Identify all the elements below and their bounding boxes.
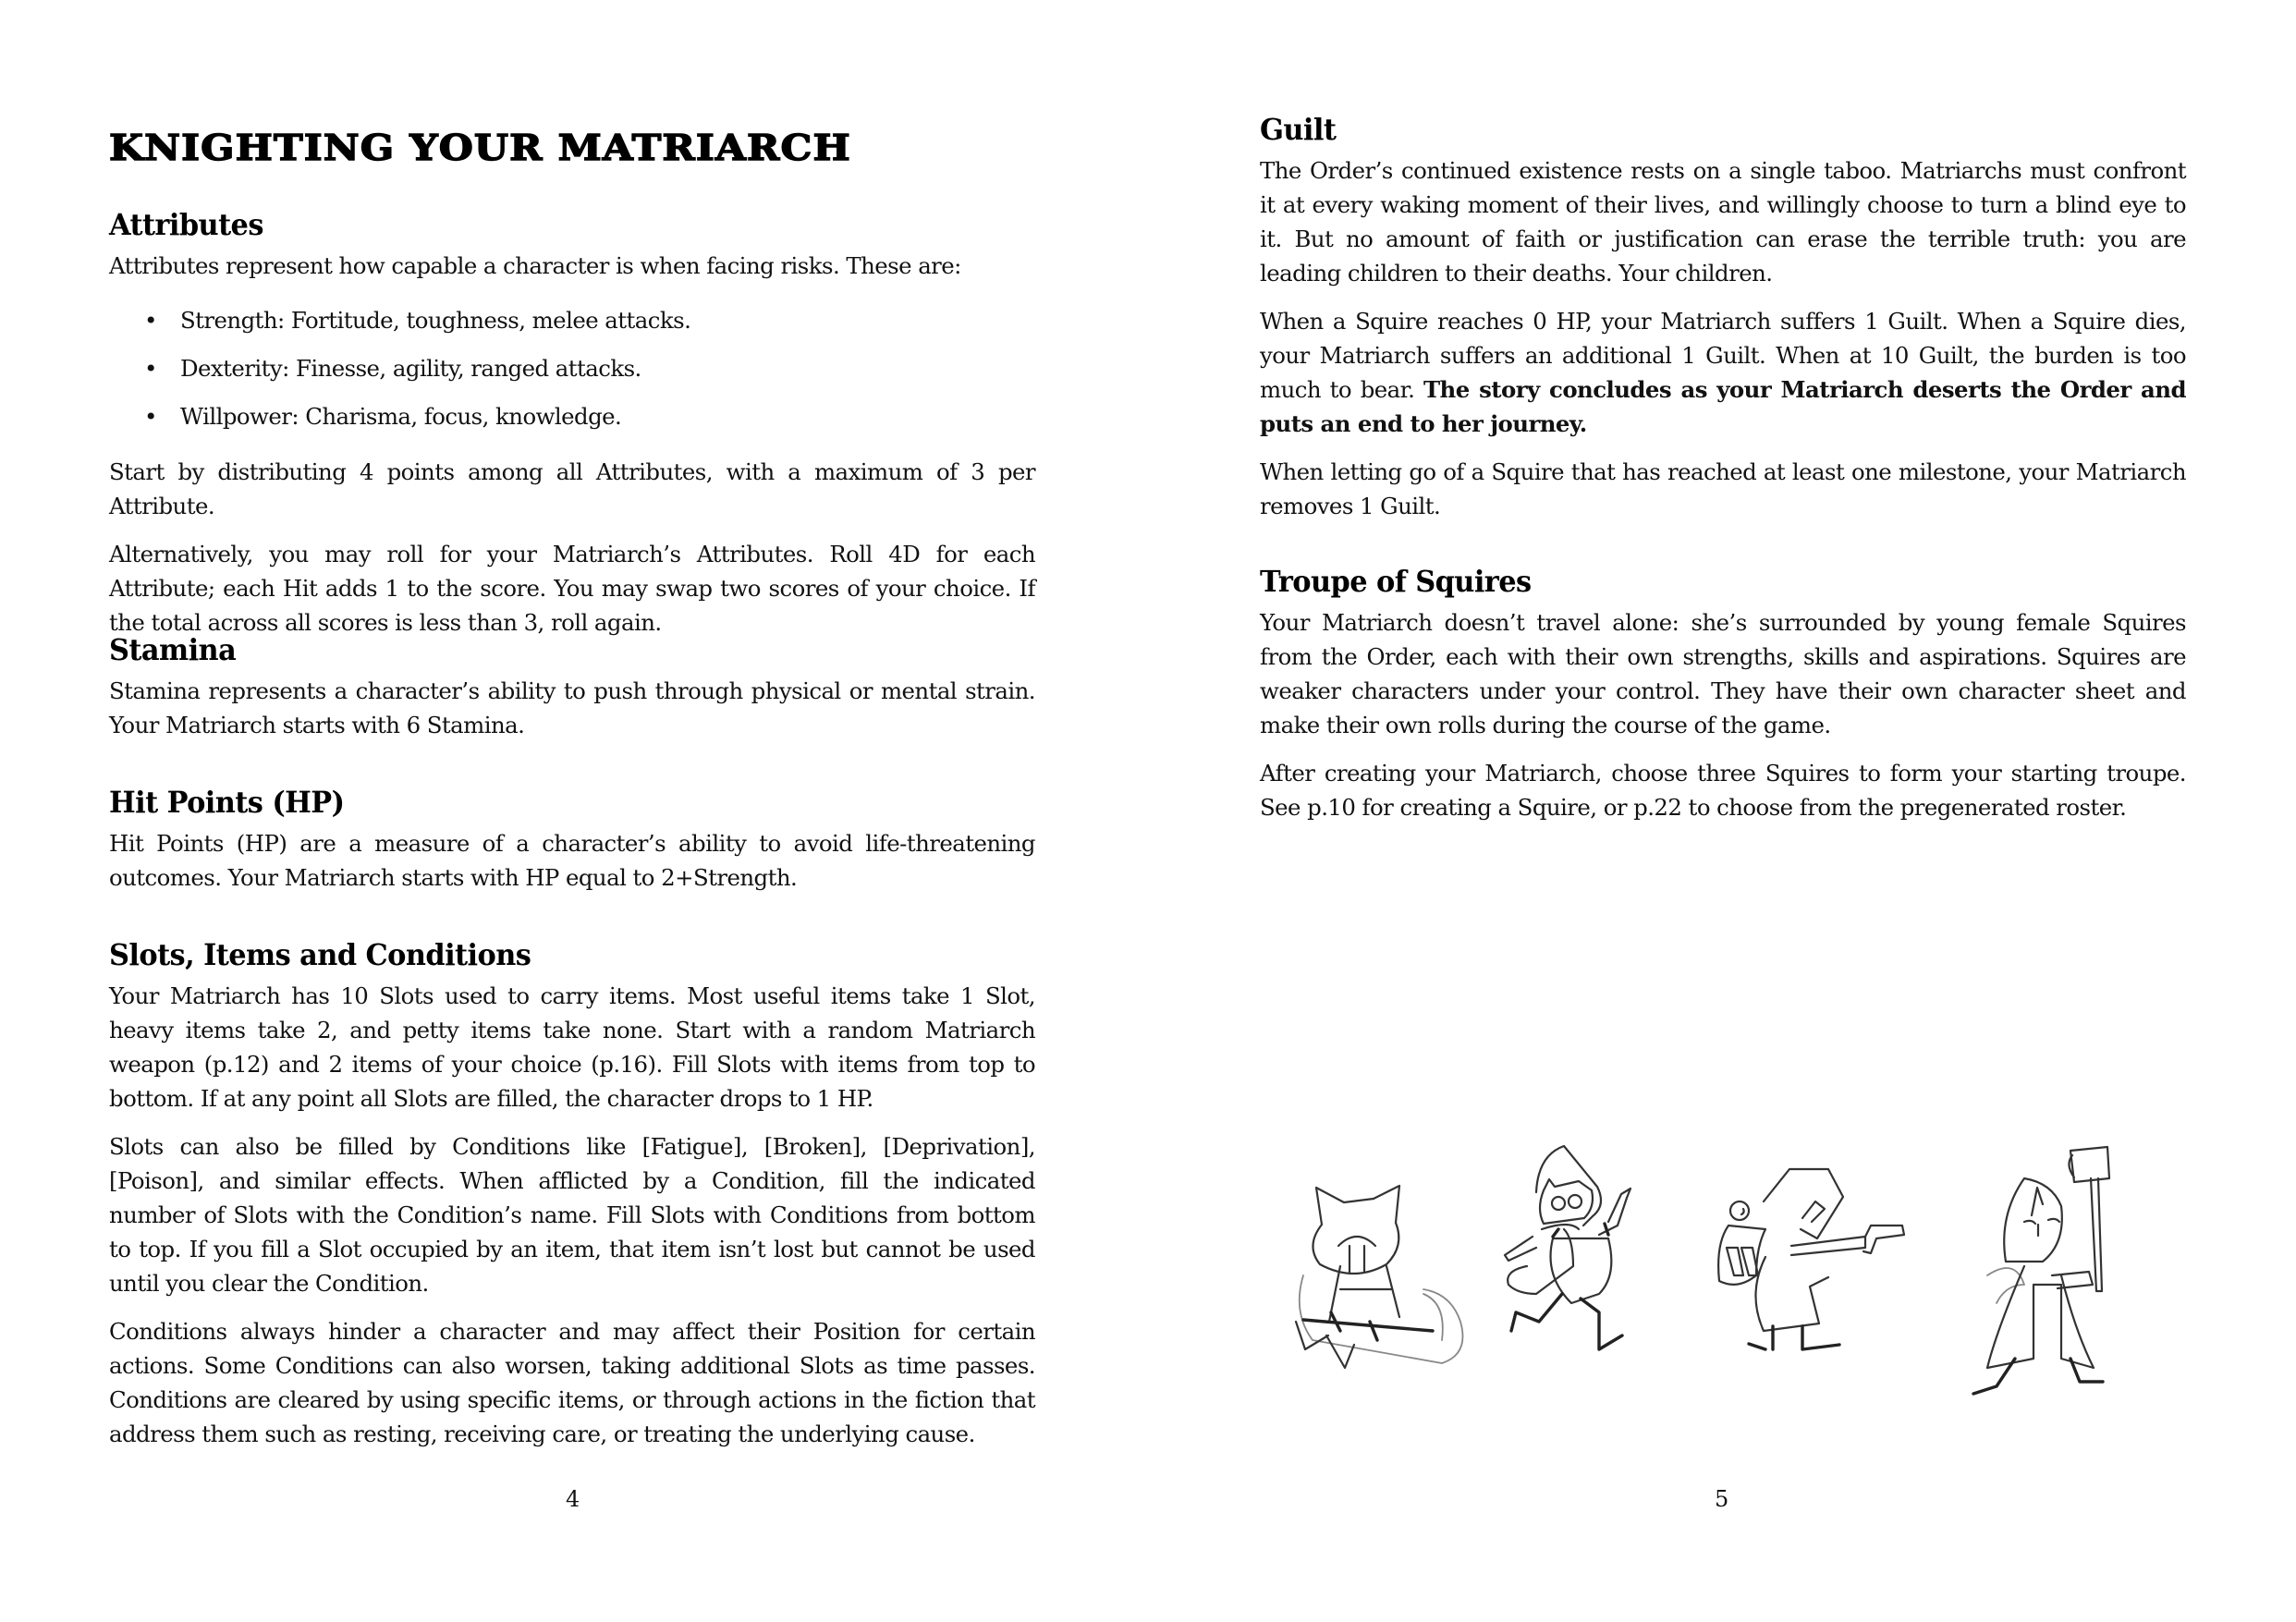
- paragraph: After creating your Matriarch, choose three Squires to form your starting troupe. See p.10 for creating a Squire, or p.22 to choose from the pregenerated roster.: [1260, 760, 2186, 821]
- paragraph: Alternatively, you may roll for your Matriarch’s Attributes. Roll 4D for each Attribute; each Hit adds 1 to the score. You may swap two scores of your choice. If the total across all scores is less than 3, roll again.: [109, 541, 1035, 636]
- section-troupe: [1260, 563, 2186, 824]
- section-heading: Guilt: [1260, 112, 1337, 147]
- section-heading: Slots, Items and Conditions: [109, 937, 531, 972]
- paragraph: Hit Points (HP) are a measure of a character’s ability to avoid life-threatening outcomes. Your Matriarch starts with HP equal to 2+Strength.: [109, 830, 1035, 891]
- paragraph: The Order’s continued existence rests on a single taboo. Matriarchs must confront it at every waking moment of their lives, and willingly choose to turn a blind eye to it. But no amount of faith or justification can erase the terrible truth: you are leading children to their deaths. Your children.: [1260, 157, 2186, 287]
- section-heading: Stamina: [109, 632, 237, 667]
- paragraph: Stamina represents a character’s ability to push through physical or mental strain. Your Matriarch starts with 6 Stamina.: [109, 677, 1035, 738]
- page-number: 4: [566, 1486, 580, 1512]
- section-heading: Troupe of Squires: [1260, 564, 1532, 599]
- section-heading: Attributes: [109, 207, 263, 242]
- section-heading: Hit Points (HP): [109, 785, 345, 820]
- sketch-image: [1285, 1137, 2172, 1405]
- paragraph: [1260, 304, 2186, 441]
- squire-aiming-figure: [1718, 1169, 1904, 1349]
- paragraph-text: When a Squire reaches 0 HP, your Matriarch suffers 1 Guilt. When a Squire dies, your Matriarch suffers an additional 1 Guilt. When at 10 Guilt, the burden is too much to bear.: [1260, 308, 2186, 403]
- squire-running-figure: [1505, 1146, 1630, 1349]
- paragraph: Your Matriarch doesn’t travel alone: she’s surrounded by young female Squires from the Order, each with their own strengths, skills and aspirations. Squires are weaker characters under your control. They have their own character sheet and make their own rolls during the course of the game.: [1260, 609, 2186, 738]
- paragraph: Your Matriarch has 10 Slots used to carry items. Most useful items take 1 Slot, heavy items take 2, and petty items take none. Start with a random Matriarch weapon (p.12) and 2 items of your choice (p.16). Fill Slots with items from top to bottom. If at any point all Slots are filled, the character drops to 1 HP.: [109, 982, 1035, 1112]
- squires-illustration: [1285, 1137, 2172, 1405]
- bullet-icon: •: [144, 307, 157, 334]
- list-item-text: Dexterity: Finesse, agility, ranged attacks.: [180, 355, 641, 382]
- paragraph: When letting go of a Squire that has reached at least one milestone, your Matriarch removes 1 Guilt.: [1260, 458, 2186, 519]
- bullet-icon: •: [144, 403, 157, 430]
- emphasis-text: The story concludes as your Matriarch deserts the Order and puts an end to her journey.: [1260, 376, 2186, 437]
- squire-hammer-figure: [1973, 1147, 2109, 1394]
- bullet-icon: •: [144, 355, 157, 382]
- paragraph: Start by distributing 4 points among all Attributes, with a maximum of 3 per Attribute.: [109, 458, 1035, 519]
- page-number: 5: [1715, 1486, 1729, 1512]
- paragraph: Attributes represent how capable a character is when facing risks. These are:: [109, 252, 961, 279]
- list-item-text: Strength: Fortitude, toughness, melee attacks.: [180, 307, 691, 334]
- paragraph: Conditions always hinder a character and may affect their Position for certain actions. Some Conditions can also worsen, taking additional Slots as time passes. Conditions are cleared by using specific items, or through actions in the fiction that address them such as resting, receiving care, or treating the underlying cause.: [109, 1318, 1035, 1447]
- list-item-text: Willpower: Charisma, focus, knowledge.: [180, 403, 622, 430]
- chapter-title: KNIGHTING YOUR MATRIARCH: [109, 127, 851, 168]
- paragraph: Slots can also be filled by Conditions like [Fatigue], [Broken], [Deprivation], [Poison], and similar effects. When afflicted by a Condition, fill the indicated number of Slots with the Condition’s name. Fill Slots with Conditions from bottom to top. If you fill a Slot occupied by an item, that item isn’t lost but cannot be used until you clear the Condition.: [109, 1133, 1035, 1297]
- squire-sitting-figure: [1296, 1186, 1463, 1368]
- section-guilt: [1260, 111, 2186, 523]
